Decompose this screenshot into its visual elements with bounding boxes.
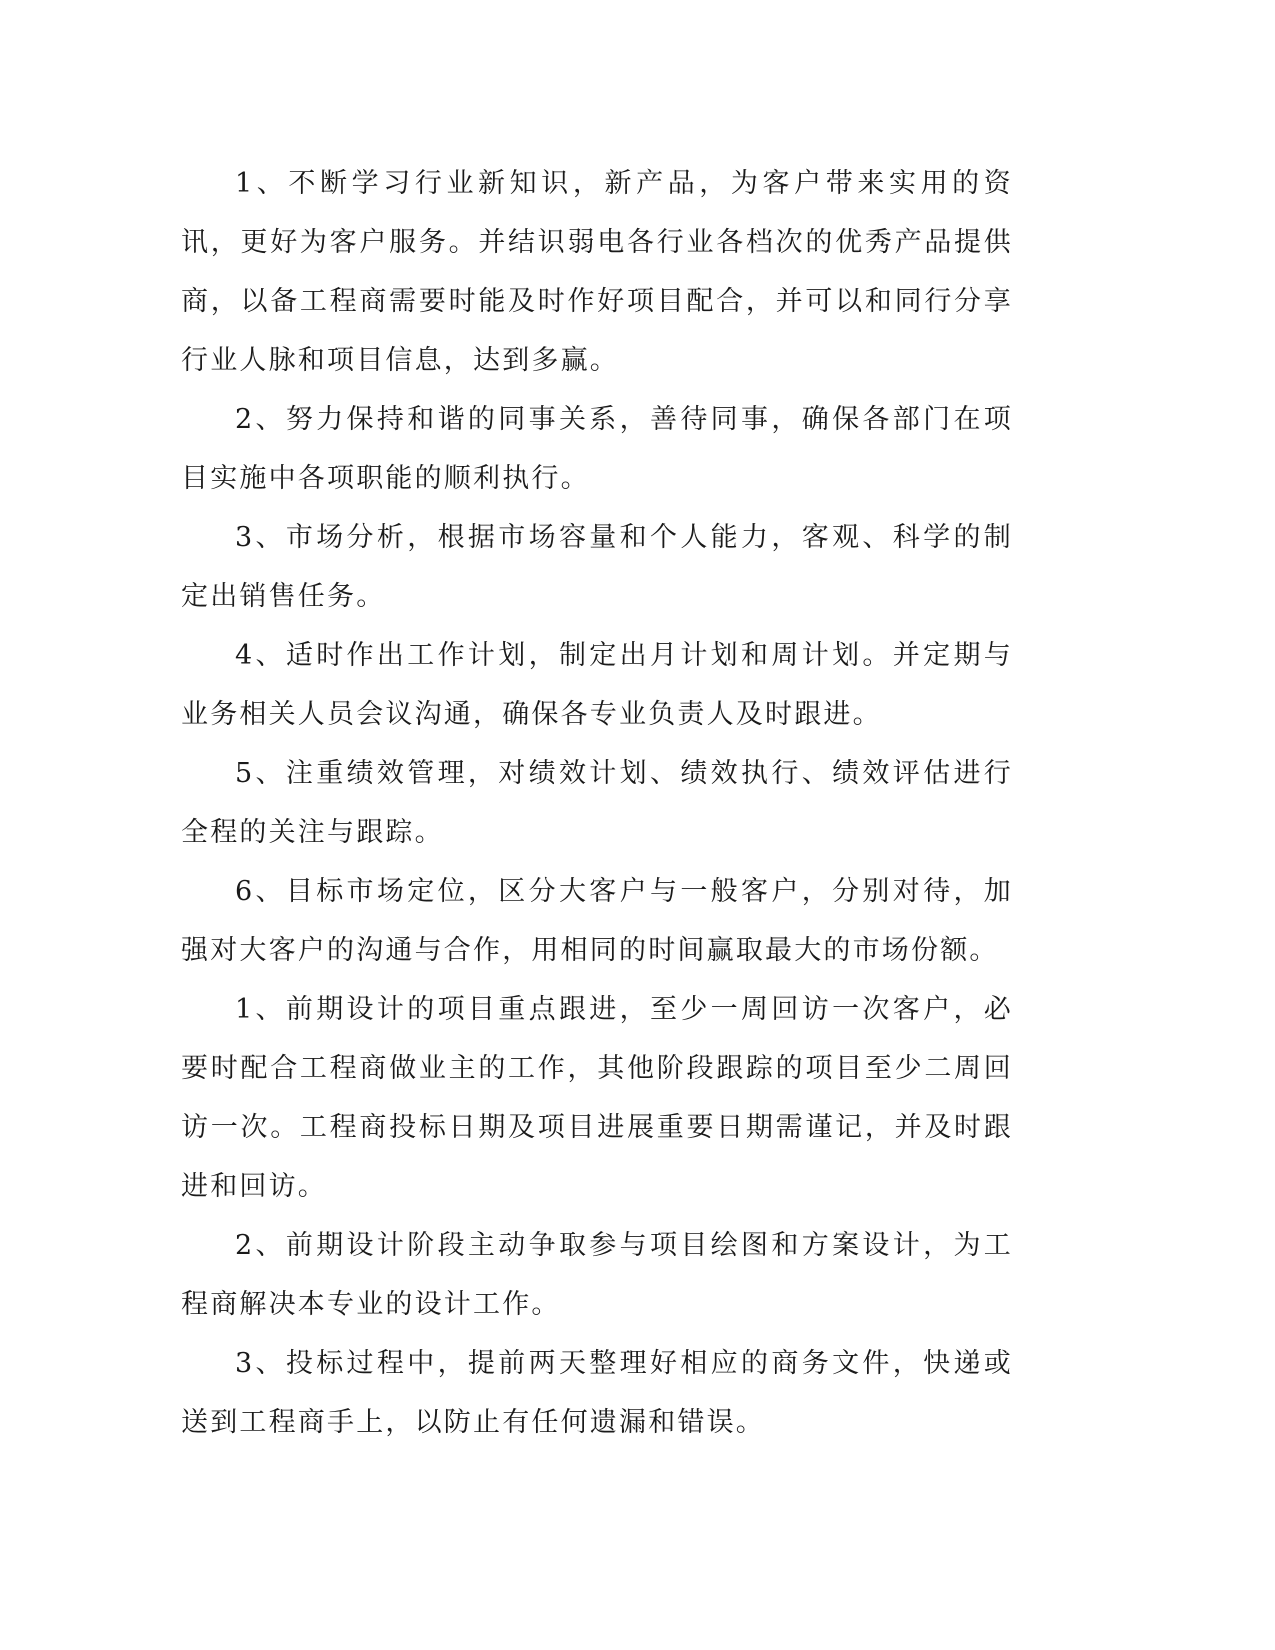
paragraph-5: 5、注重绩效管理，对绩效计划、绩效执行、绩效评估进行全程的关注与跟踪。 [181, 758, 1013, 848]
paragraph-8: 2、前期设计阶段主动争取参与项目绘图和方案设计，为工程商解决本专业的设计工作。 [181, 1230, 1013, 1320]
paragraph-4: 4、适时作出工作计划，制定出月计划和周计划。并定期与业务相关人员会议沟通，确保各专业负责人及时跟进。 [181, 640, 1013, 730]
paragraph-6: 6、目标市场定位，区分大客户与一般客户，分别对待，加强对大客户的沟通与合作，用相同的时间赢取最大的市场份额。 [181, 876, 1013, 966]
paragraph-9: 3、投标过程中，提前两天整理好相应的商务文件，快递或送到工程商手上，以防止有任何遗漏和错误。 [181, 1348, 1013, 1438]
paragraph-3: 3、市场分析，根据市场容量和个人能力，客观、科学的制定出销售任务。 [181, 522, 1013, 612]
document-body [181, 154, 1013, 1452]
paragraph-7: 1、前期设计的项目重点跟进，至少一周回访一次客户，必要时配合工程商做业主的工作，其他阶段跟踪的项目至少二周回访一次。工程商投标日期及项目进展重要日期需谨记，并及时跟进和回访。 [181, 994, 1013, 1202]
paragraph-1: 1、不断学习行业新知识，新产品，为客户带来实用的资讯，更好为客户服务。并结识弱电各行业各档次的优秀产品提供商，以备工程商需要时能及时作好项目配合，并可以和同行分享行业人脉和项目信息，达到多赢。 [181, 168, 1013, 376]
paragraph-2: 2、努力保持和谐的同事关系，善待同事，确保各部门在项目实施中各项职能的顺利执行。 [181, 404, 1013, 494]
